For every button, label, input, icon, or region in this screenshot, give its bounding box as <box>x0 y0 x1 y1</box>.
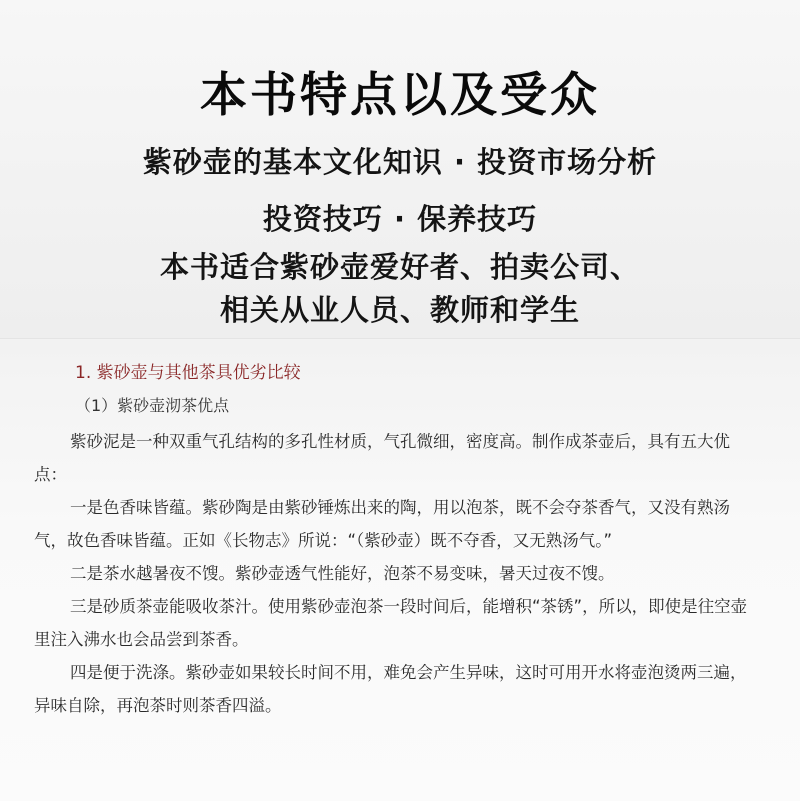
banner-line-audience: 本书适合紫砂壶爱好者、拍卖公司、 <box>159 250 640 284</box>
section-heading: 1. 紫砂壶与其他茶具优劣比较 <box>75 363 301 383</box>
banner-line-topics: 紫砂壶的基本文化知识 · 投资市场分析 <box>142 145 658 179</box>
subsection-heading: （1）紫砂壶沏茶优点 <box>75 396 230 415</box>
feature-banner <box>0 0 800 338</box>
paragraph: 二是茶水越暑夜不馊。紫砂壶透气性能好，泡茶不易变味，暑天过夜不馊。 <box>70 564 615 583</box>
banner-line-skills: 投资技巧 · 保养技巧 <box>262 202 538 236</box>
paragraph: 三是砂质茶壶能吸收茶汁。使用紫砂壶泡茶一段时间后，能增积“茶锈”，所以，即使是往空壶里注入沸水也会品尝到茶香。 <box>34 597 748 649</box>
banner-title: 本书特点以及受众 <box>200 68 600 123</box>
paragraph: 紫砂泥是一种双重气孔结构的多孔性材质，气孔微细，密度高。制作成茶壶后，具有五大优点： <box>34 432 730 484</box>
paragraph: 四是便于洗涤。紫砂壶如果较长时间不用，难免会产生异味，这时可用开水将壶泡烫两三遍，异味自除，再泡茶时则茶香四溢。 <box>34 663 747 715</box>
banner-line-audience-cont: 相关从业人员、教师和学生 <box>219 293 580 327</box>
paragraph: 一是色香味皆蕴。紫砂陶是由紫砂锤炼出来的陶，用以泡茶，既不会夺茶香气，又没有熟汤气，故色香味皆蕴。正如《长物志》所说：“（紫砂壶）既不夺香，又无熟汤气。” <box>34 498 730 550</box>
body-text <box>34 425 749 722</box>
